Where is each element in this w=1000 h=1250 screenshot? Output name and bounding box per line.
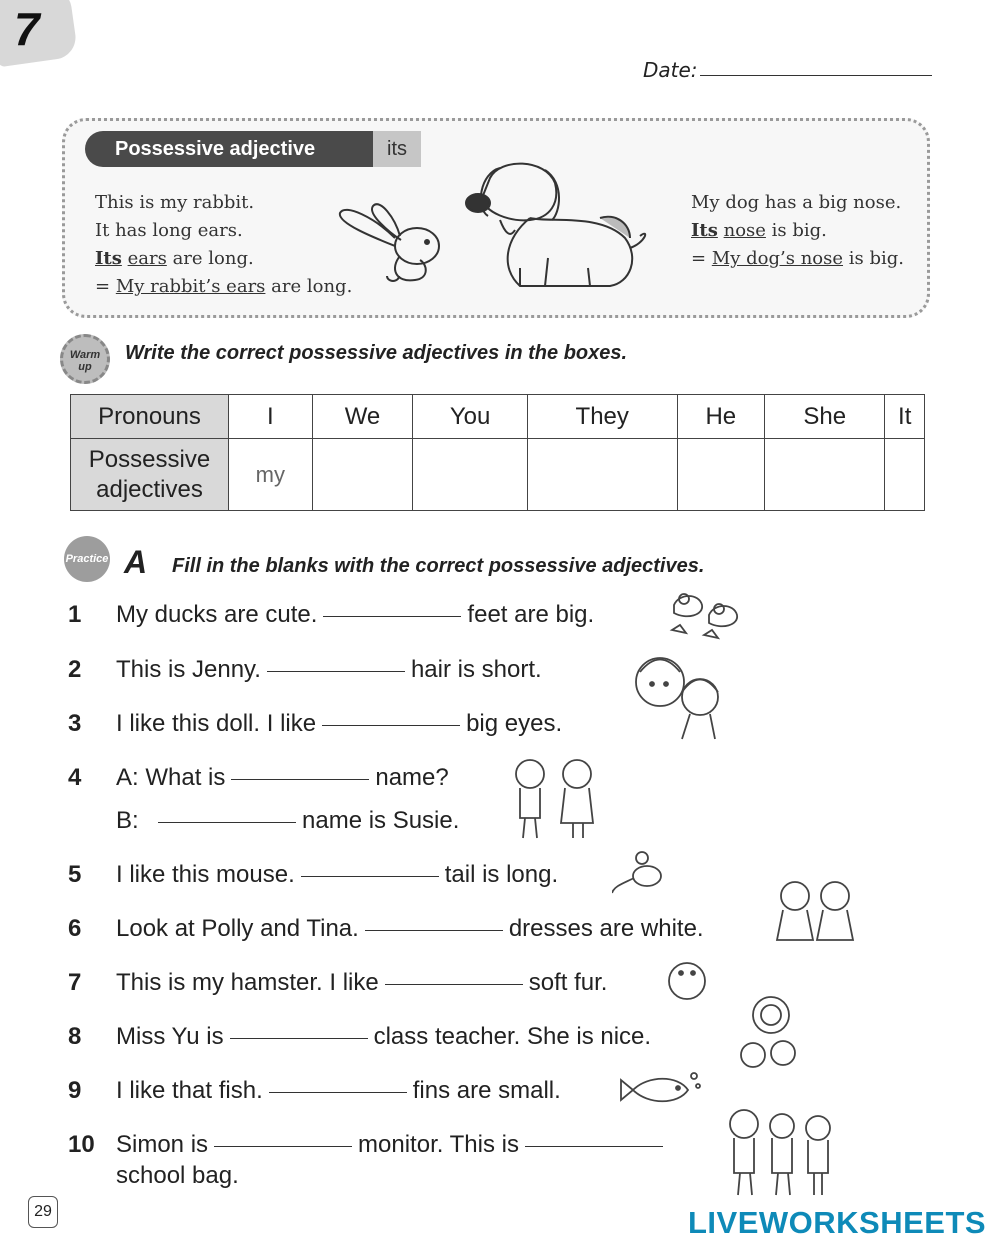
- practice-badge: Practice: [64, 536, 110, 582]
- two-girls-illustration: [773, 876, 863, 956]
- liveworksheets-logo[interactable]: [688, 1205, 986, 1241]
- question-number: 2: [68, 656, 82, 683]
- answer-blank[interactable]: [322, 724, 460, 726]
- pronoun-cell: They: [527, 395, 677, 439]
- question-text: monitor. This is: [358, 1131, 519, 1158]
- answer-blank[interactable]: [214, 1145, 352, 1147]
- adjectives-row: [71, 439, 925, 511]
- question-text: feet are big.: [467, 601, 595, 628]
- example-rest: is big.: [765, 220, 827, 241]
- question-text: I like this mouse.: [116, 861, 295, 888]
- question-text: class teacher. She is nice.: [373, 1023, 652, 1050]
- question-text: dresses are white.: [508, 915, 704, 942]
- grammar-example-right: [691, 189, 904, 273]
- adjectives-header: [71, 439, 229, 511]
- question-number: 4: [68, 764, 82, 791]
- question-4a: [116, 764, 449, 792]
- question-text: A: What is: [116, 764, 226, 791]
- pronoun-cell: She: [764, 395, 884, 439]
- eq-sign: =: [691, 248, 712, 269]
- eq-sign: =: [95, 276, 116, 297]
- example-line: It has long ears.: [95, 220, 243, 241]
- warmup-instruction: Write the correct possessive adjectives in the boxes.: [125, 342, 628, 364]
- brand-text: LIVEWORKSHEETS: [688, 1205, 987, 1240]
- grammar-title: Possessive adjective: [85, 131, 373, 167]
- example-line: My dog has a big nose.: [691, 192, 902, 213]
- pronoun-cell: He: [677, 395, 764, 439]
- answer-blank[interactable]: [230, 1037, 368, 1039]
- question-text: name is Susie.: [302, 807, 460, 834]
- date-input-line[interactable]: [700, 74, 932, 76]
- question-text: fins are small.: [412, 1077, 561, 1104]
- answer-cell[interactable]: my: [229, 439, 313, 511]
- answer-blank[interactable]: [267, 670, 405, 672]
- question-text: big eyes.: [466, 710, 563, 737]
- hamster-illustration: [665, 953, 710, 1003]
- question-number: 6: [68, 915, 82, 942]
- question-text: soft fur.: [528, 969, 608, 996]
- answer-blank[interactable]: [385, 983, 523, 985]
- question-9: [116, 1077, 561, 1105]
- pronoun-cell: It: [885, 395, 925, 439]
- question-text: My ducks are cute.: [116, 601, 318, 628]
- adjectives-header-line1: Possessive: [88, 445, 211, 473]
- answer-blank[interactable]: [365, 929, 503, 931]
- warmup-badge-label: Warm up: [69, 349, 101, 373]
- ducks-illustration: [664, 585, 754, 645]
- section-letter: A: [124, 544, 148, 580]
- answer-cell[interactable]: [764, 439, 884, 511]
- question-text: I like this doll. I like: [116, 710, 317, 737]
- pronoun-cell: We: [312, 395, 413, 439]
- question-text: Simon is: [116, 1131, 209, 1158]
- question-text: Look at Polly and Tina.: [116, 915, 359, 942]
- pronoun-cell: I: [229, 395, 313, 439]
- practice-instruction: Fill in the blanks with the correct possessive adjectives.: [172, 555, 705, 577]
- question-text: tail is long.: [444, 861, 559, 888]
- answer-cell[interactable]: [413, 439, 527, 511]
- question-10-cont: school bag.: [116, 1162, 239, 1189]
- pronouns-row: [71, 395, 925, 439]
- question-text: This is my hamster. I like: [116, 969, 379, 996]
- question-number: 3: [68, 710, 82, 737]
- eq-rest: are long.: [265, 276, 353, 297]
- answer-blank[interactable]: [525, 1145, 663, 1147]
- question-text: name?: [375, 764, 449, 791]
- question-4b: [116, 807, 459, 835]
- answer-blank[interactable]: [301, 875, 439, 877]
- pronoun-cell: You: [413, 395, 527, 439]
- eq-rest: is big.: [843, 248, 904, 269]
- three-kids-illustration: [722, 1102, 842, 1200]
- question-text: I like that fish.: [116, 1077, 263, 1104]
- question-1: [116, 601, 594, 629]
- fish-illustration: [618, 1068, 703, 1113]
- ears-word: ears: [127, 248, 167, 269]
- eq-underlined: My dog’s nose: [711, 248, 844, 269]
- grammar-example-left: [95, 189, 352, 301]
- question-8: [116, 1023, 651, 1051]
- answer-blank[interactable]: [158, 821, 296, 823]
- answer-cell[interactable]: [312, 439, 413, 511]
- two-kids-illustration: [505, 752, 605, 847]
- warmup-badge: [60, 334, 110, 384]
- rabbit-illustration: [335, 198, 445, 288]
- answer-cell[interactable]: [527, 439, 677, 511]
- mouse-illustration: [612, 848, 672, 898]
- example-line: [691, 217, 904, 245]
- example-line: [691, 245, 904, 273]
- adjectives-header-line2: adjectives: [96, 475, 203, 503]
- question-5: [116, 861, 558, 889]
- question-number: 9: [68, 1077, 82, 1104]
- question-7: [116, 969, 607, 997]
- question-number: 1: [68, 601, 82, 628]
- question-text: hair is short.: [410, 656, 542, 683]
- question-number: 5: [68, 861, 82, 888]
- grammar-keyword: its: [373, 131, 421, 167]
- teacher-illustration: [735, 995, 810, 1075]
- question-6: [116, 915, 704, 943]
- girl-with-doll-illustration: [630, 652, 730, 742]
- dog-illustration: [460, 158, 655, 298]
- its-word: Its: [95, 248, 122, 269]
- question-number: 7: [68, 969, 82, 996]
- question-number: 8: [68, 1023, 82, 1050]
- question-2: [116, 656, 542, 684]
- possessive-table: [70, 394, 925, 511]
- answer-cell[interactable]: [677, 439, 764, 511]
- date-label: Date:: [643, 58, 698, 82]
- question-text: B:: [116, 807, 139, 834]
- question-10: [116, 1131, 669, 1159]
- pronouns-header: Pronouns: [71, 395, 229, 439]
- page-number: 29: [28, 1196, 58, 1228]
- question-text: Miss Yu is: [116, 1023, 224, 1050]
- unit-number: 7: [14, 3, 40, 55]
- answer-blank[interactable]: [231, 778, 369, 780]
- eq-underlined: My rabbit’s ears: [115, 276, 266, 297]
- question-number: 10: [68, 1131, 95, 1158]
- answer-cell[interactable]: [885, 439, 925, 511]
- answer-blank[interactable]: [269, 1091, 407, 1093]
- example-line: [95, 273, 352, 301]
- its-word: Its: [691, 220, 718, 241]
- example-line: [95, 245, 352, 273]
- nose-word: nose: [723, 220, 766, 241]
- answer-blank[interactable]: [323, 615, 461, 617]
- question-3: [116, 710, 562, 738]
- example-line: This is my rabbit.: [95, 192, 255, 213]
- question-text: This is Jenny.: [116, 656, 261, 683]
- example-rest: are long.: [166, 248, 254, 269]
